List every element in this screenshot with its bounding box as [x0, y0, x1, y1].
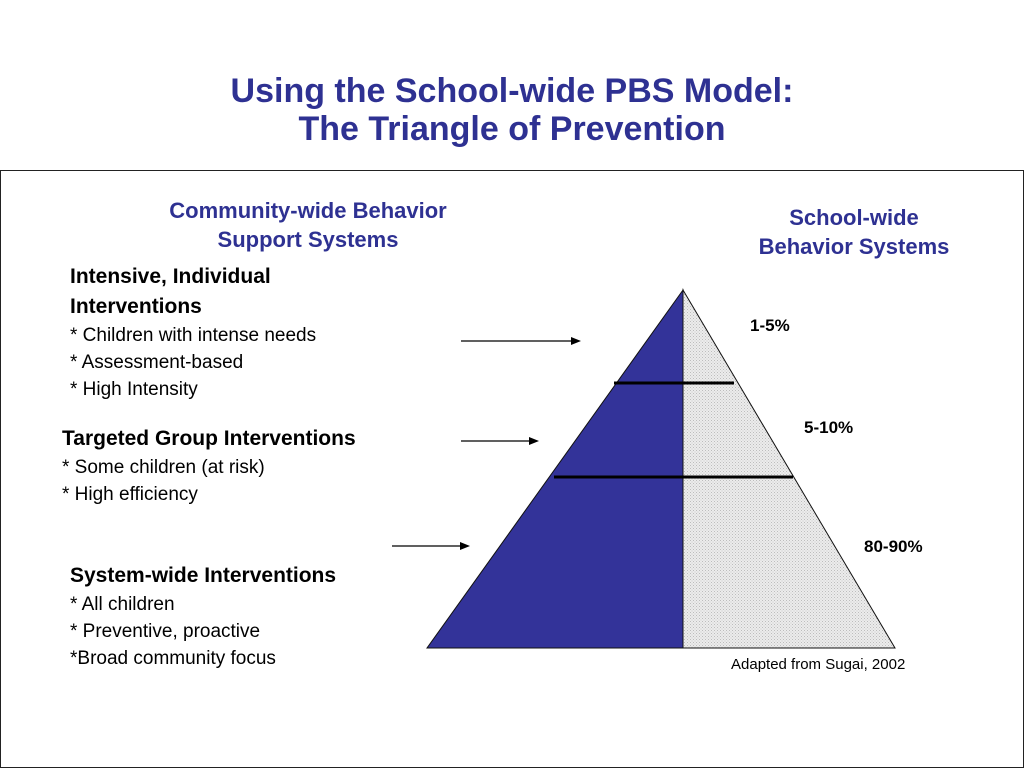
- title-line-2: The Triangle of Prevention: [298, 110, 726, 148]
- tier-system-wide-bullet: *Broad community focus: [70, 648, 276, 669]
- tier-targeted-bullet: * Some children (at risk): [62, 457, 265, 478]
- tier-intensive-bullet: * Children with intense needs: [70, 325, 317, 346]
- arrow-system-wide: [392, 542, 470, 550]
- tier-intensive-title-line-2: Interventions: [70, 295, 202, 318]
- tier-system-wide-bullet: * Preventive, proactive: [70, 621, 261, 642]
- school-heading-line-2: Behavior Systems: [758, 234, 950, 259]
- percent-targeted: 5-10%: [804, 418, 854, 437]
- source-credit: Adapted from Sugai, 2002: [731, 656, 906, 673]
- tier-system-wide-title: System-wide Interventions: [70, 564, 337, 587]
- tier-intensive-bullet: * Assessment-based: [70, 352, 244, 373]
- triangle-left-half: [427, 290, 683, 648]
- tier-intensive-bullet: * High Intensity: [70, 379, 198, 400]
- tier-system-wide: [70, 561, 336, 672]
- tier-system-wide-bullet: * All children: [70, 594, 175, 615]
- percent-system-wide: 80-90%: [864, 537, 923, 556]
- tier-targeted-bullet: * High efficiency: [62, 484, 198, 505]
- community-heading-line-2: Support Systems: [217, 227, 399, 252]
- tier-targeted-title: Targeted Group Interventions: [62, 427, 356, 450]
- tier-intensive: [70, 262, 316, 403]
- arrow-targeted: [461, 437, 539, 445]
- community-heading: [118, 196, 498, 254]
- arrow-intensive: [461, 337, 581, 345]
- tier-intensive-title-line-1: Intensive, Individual: [70, 265, 271, 288]
- tier-targeted: [62, 424, 356, 508]
- community-heading-line-1: Community-wide Behavior: [169, 198, 447, 223]
- triangle-right-half: [683, 290, 895, 648]
- title-line-1: Using the School-wide PBS Model:: [230, 72, 794, 110]
- school-heading-line-1: School-wide: [789, 205, 919, 230]
- percent-intensive: 1-5%: [750, 316, 790, 335]
- school-heading: [724, 203, 984, 261]
